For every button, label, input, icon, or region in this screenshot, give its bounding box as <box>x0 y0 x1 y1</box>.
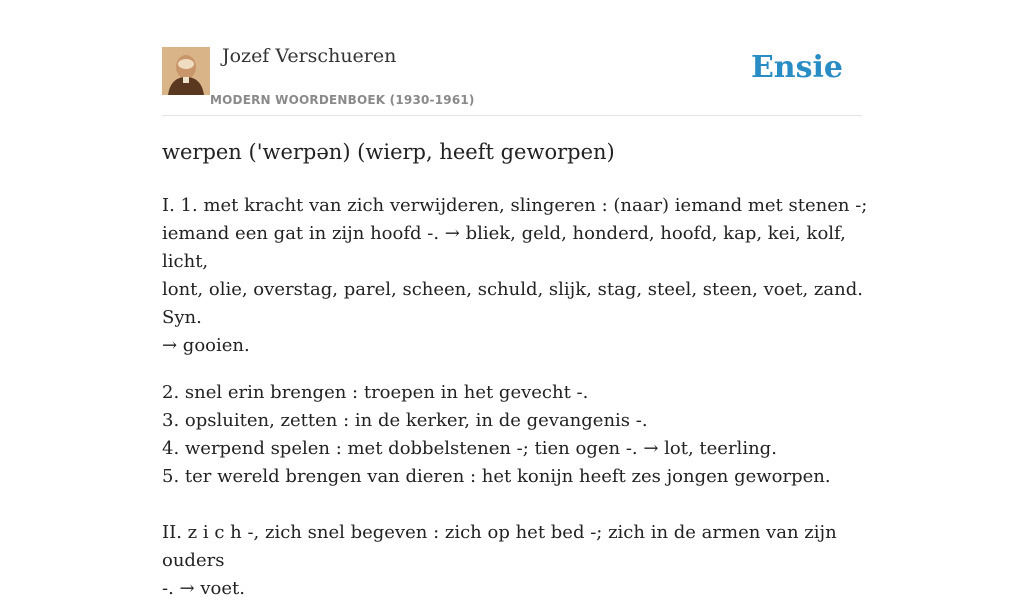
dictionary-source[interactable]: MODERN WOORDENBOEK (1930-1961) <box>210 93 475 107</box>
entry-definition <box>162 192 872 603</box>
header-divider <box>162 115 862 116</box>
definition-item: 4. werpend spelen : met dobbelstenen -; tien ogen -. → lot, teerling. <box>162 438 777 459</box>
definition-item: 3. opsluiten, zetten : in de kerker, in de gevangenis -. <box>162 410 648 431</box>
definition-line: iemand een gat in zijn hoofd -. → bliek, geld, honderd, hoofd, kap, kei, kolf, licht, <box>162 223 846 272</box>
site-logo[interactable]: Ensie <box>750 50 843 85</box>
definition-item: 5. ter wereld brengen van dieren : het konijn heeft zes jongen geworpen. <box>162 466 831 487</box>
portrait-icon <box>162 47 210 95</box>
author-avatar[interactable] <box>162 47 210 95</box>
definition-line: I. 1. met kracht van zich verwijderen, slingeren : (naar) iemand met stenen -; <box>162 195 868 216</box>
entry-title: werpen ('werpən) (wierp, heeft geworpen) <box>162 140 615 164</box>
paragraph-spacer <box>162 360 872 379</box>
definition-line: lont, olie, overstag, parel, scheen, schuld, slijk, stag, steel, steen, voet, zand. Syn. <box>162 279 863 328</box>
definition-line: → gooien. <box>162 335 250 356</box>
definition-item: 2. snel erin brengen : troepen in het gevecht -. <box>162 382 589 403</box>
definition-line: II. z i c h -, zich snel begeven : zich op het bed -; zich in de armen van zijn ouders <box>162 522 837 571</box>
author-name[interactable]: Jozef Verschueren <box>222 45 397 67</box>
paragraph-spacer <box>162 491 872 519</box>
definition-line: -. → voet. <box>162 578 245 599</box>
